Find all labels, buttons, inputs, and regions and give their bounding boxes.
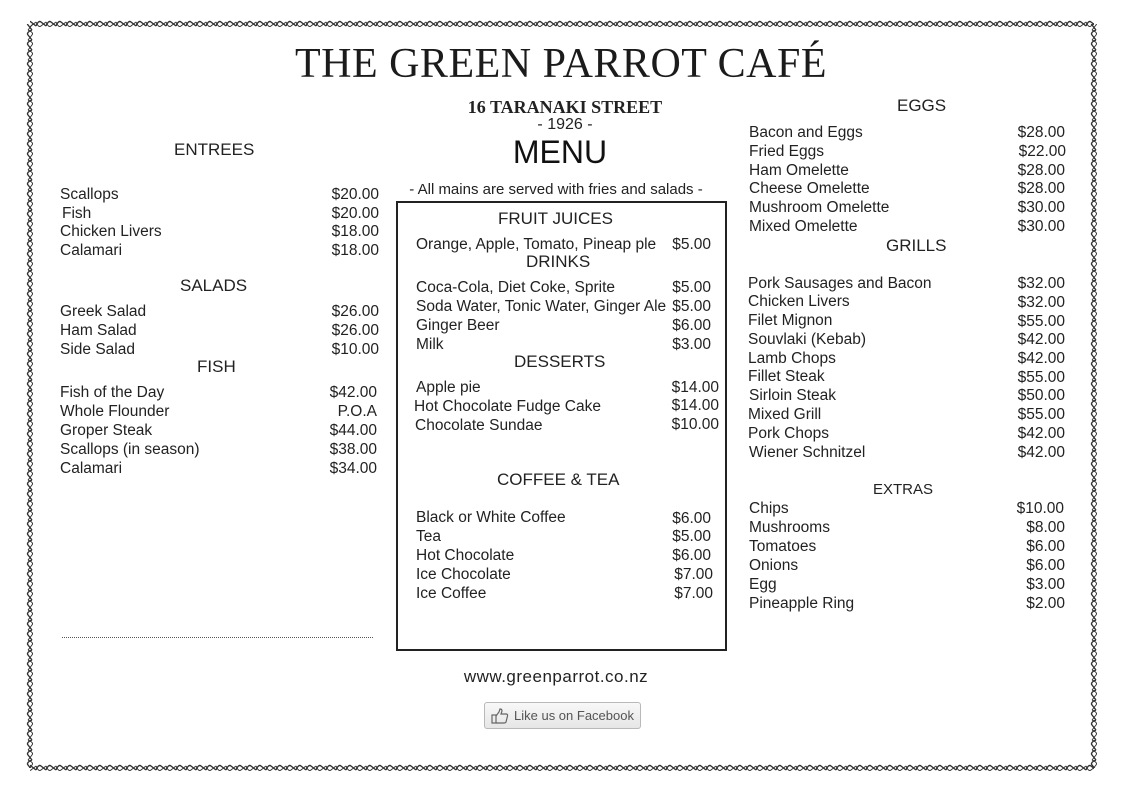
page-title: THE GREEN PARROT CAFÉ (294, 41, 828, 87)
menu-item-price: $18.00 (331, 223, 379, 240)
menu-item-price: $6.00 (672, 510, 711, 527)
menu-item-name: Black or White Coffee (416, 509, 566, 526)
section-heading-fish: FISH (197, 357, 236, 376)
menu-item-price: $6.00 (1026, 538, 1065, 555)
menu-item-price: $6.00 (1026, 557, 1065, 574)
menu-item-name: Ham Salad (60, 322, 137, 339)
menu-item-price: $20.00 (331, 186, 379, 203)
menu-item-price: $42.00 (1017, 331, 1065, 348)
menu-item-price: $30.00 (1017, 218, 1065, 235)
menu-item-name: Fried Eggs (749, 143, 824, 160)
menu-item-price: $10.00 (1016, 500, 1064, 517)
menu-item-price: $18.00 (331, 242, 379, 259)
menu-item-price: $26.00 (331, 303, 379, 320)
menu-item-name: Wiener Schnitzel (749, 444, 866, 461)
menu-item-name: Fish (62, 205, 92, 222)
menu-item-name: Hot Chocolate (416, 547, 515, 564)
menu-item-price: $55.00 (1017, 313, 1065, 330)
menu-item-price: $32.00 (1017, 294, 1065, 311)
menu-item-price: $42.00 (1017, 425, 1065, 442)
menu-item-price: $42.00 (1017, 350, 1065, 367)
menu-item-name: Calamari (60, 460, 123, 477)
section-heading-desserts: DESSERTS (514, 352, 606, 371)
menu-item-price: $6.00 (672, 547, 711, 564)
dotted-divider (62, 637, 373, 638)
mains-note: - All mains are served with fries and salads - (409, 181, 703, 198)
menu-item-name: Mixed Grill (748, 406, 822, 423)
menu-item-name: Apple pie (416, 379, 481, 396)
established-year: - 1926 - (537, 116, 593, 133)
section-heading-eggs: EGGS (897, 96, 947, 115)
menu-item-name: Bacon and Eggs (749, 124, 863, 141)
menu-item-price: $22.00 (1018, 143, 1066, 160)
menu-item-price: $32.00 (1017, 275, 1065, 292)
menu-item-price: $6.00 (672, 317, 711, 334)
menu-item-name: Pineapple Ring (749, 595, 855, 612)
menu-item-price: $55.00 (1017, 406, 1065, 423)
menu-item-name: Groper Steak (60, 422, 153, 439)
menu-heading: MENU (512, 134, 608, 170)
menu-item-price: $28.00 (1017, 124, 1065, 141)
menu-item-name: Chicken Livers (748, 293, 850, 310)
website-link[interactable]: www.greenparrot.co.nz (463, 667, 649, 686)
menu-item-price: $28.00 (1017, 180, 1065, 197)
menu-item-name: Scallops (in season) (60, 441, 200, 458)
menu-item-price: $44.00 (329, 422, 377, 439)
menu-item-price: $5.00 (672, 298, 711, 315)
menu-item-name: Calamari (60, 242, 123, 259)
menu-item-name: Ham Omelette (749, 162, 849, 179)
menu-item-price: $14.00 (671, 397, 719, 414)
menu-item-name: Onions (749, 557, 799, 574)
menu-item-name: Chips (749, 500, 789, 517)
menu-item-name: Pork Chops (748, 425, 829, 442)
menu-item-name: Filet Mignon (748, 312, 833, 329)
menu-item-price: $30.00 (1017, 199, 1065, 216)
facebook-like-label: Like us on Facebook (514, 708, 634, 723)
menu-item-name: Coca-Cola, Diet Coke, Sprite (416, 279, 615, 296)
menu-item-price: $3.00 (1026, 576, 1065, 593)
menu-item-name: Fish of the Day (60, 384, 165, 401)
menu-item-price: $14.00 (671, 379, 719, 396)
menu-item-name: Greek Salad (60, 303, 147, 320)
menu-item-price: $7.00 (674, 585, 713, 602)
menu-item-name: Pork Sausages and Bacon (748, 275, 932, 292)
menu-item-name: Scallops (60, 186, 119, 203)
menu-item-name: Mushrooms (749, 519, 830, 536)
menu-item-name: Ice Chocolate (416, 566, 511, 583)
menu-item-name: Chocolate Sundae (415, 417, 543, 434)
menu-item-name: Ginger Beer (416, 317, 500, 334)
menu-item-name: Cheese Omelette (749, 180, 870, 197)
menu-item-name: Hot Chocolate Fudge Cake (414, 398, 601, 415)
menu-item-price: $26.00 (331, 322, 379, 339)
menu-item-price: $5.00 (672, 528, 711, 545)
menu-item-name: Soda Water, Tonic Water, Ginger Ale (416, 298, 667, 315)
section-heading-fruit-juices: FRUIT JUICES (498, 209, 613, 228)
menu-item-price: $20.00 (331, 205, 379, 222)
menu-item-name: Mixed Omelette (749, 218, 858, 235)
menu-item-price: $3.00 (672, 336, 711, 353)
menu-item-name: Ice Coffee (416, 585, 487, 602)
facebook-like-button[interactable] (484, 702, 641, 729)
menu-item-name: Lamb Chops (748, 350, 836, 367)
menu-item-price: $38.00 (329, 441, 377, 458)
section-heading-entrees: ENTREES (174, 140, 255, 159)
menu-item-price: $10.00 (331, 341, 379, 358)
menu-item-price: $28.00 (1017, 162, 1065, 179)
menu-item-name: Sirloin Steak (749, 387, 837, 404)
menu-item-price: $5.00 (672, 236, 711, 253)
menu-item-name: Egg (749, 576, 777, 593)
section-heading-grills: GRILLS (886, 236, 947, 255)
menu-item-name: Chicken Livers (60, 223, 162, 240)
street-address: 16 TARANAKI STREET (467, 97, 663, 117)
section-heading-extras: EXTRAS (873, 481, 934, 498)
menu-item-price: $55.00 (1017, 369, 1065, 386)
menu-item-price: $5.00 (672, 279, 711, 296)
menu-item-price: $50.00 (1017, 387, 1065, 404)
menu-item-name: Side Salad (60, 341, 135, 358)
menu-item-name: Whole Flounder (60, 403, 170, 420)
section-heading-salads: SALADS (180, 276, 248, 295)
section-heading-coffee-tea: COFFEE & TEA (497, 470, 620, 489)
menu-item-price: $7.00 (674, 566, 713, 583)
menu-item-name: Mushroom Omelette (749, 199, 890, 216)
menu-item-price: $2.00 (1026, 595, 1065, 612)
menu-item-name: Orange, Apple, Tomato, Pineap ple (416, 236, 657, 253)
menu-item-price: $34.00 (329, 460, 377, 477)
menu-item-name: Tomatoes (749, 538, 817, 555)
menu-item-name: Souvlaki (Kebab) (748, 331, 867, 348)
menu-item-price: $42.00 (329, 384, 377, 401)
menu-item-price: $8.00 (1026, 519, 1065, 536)
menu-item-name: Milk (416, 336, 444, 353)
menu-item-name: Tea (416, 528, 441, 545)
thumbs-up-icon (491, 708, 509, 724)
menu-item-price: P.O.A (337, 403, 377, 420)
menu-item-price: $42.00 (1017, 444, 1065, 461)
menu-item-name: Fillet Steak (748, 368, 825, 385)
section-heading-drinks: DRINKS (526, 252, 591, 271)
menu-item-price: $10.00 (671, 416, 719, 433)
